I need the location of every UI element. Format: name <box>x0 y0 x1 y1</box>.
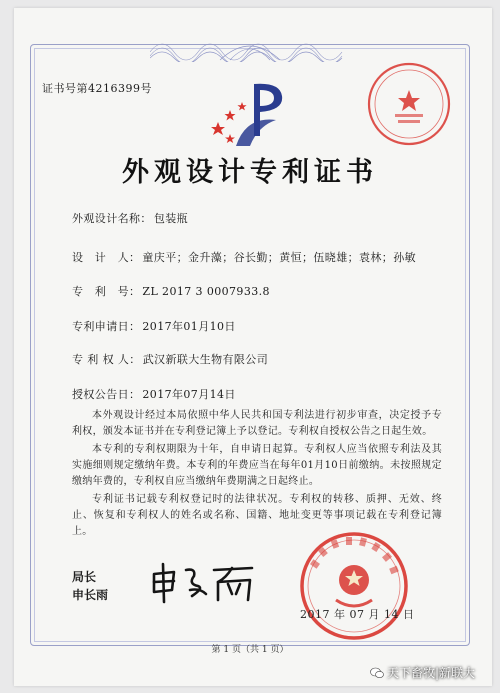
handwritten-signature <box>148 560 258 604</box>
official-seal <box>298 530 410 642</box>
certificate-title: 外观设计专利证书 <box>122 157 378 188</box>
field-label: 专 利 号： <box>72 285 141 298</box>
field-value: 2017年01月10日 <box>142 320 236 333</box>
field-value: ZL 2017 3 0007933.8 <box>142 285 270 298</box>
body-paragraph: 本专利的专利权期限为十年，自申请日起算。专利权人应当依照专利法及其实施细则规定缴纳年费。本专利的年费应当在每年01月10日前缴纳。未按照规定缴纳年费的，专利权自应当缴纳年费期满之日起终止。 <box>72 444 442 487</box>
body-paragraph: 本外观设计经过本局依照中华人民共和国专利法进行初步审查，决定授予专利权，颁发本证书并在专利登记簿上予以登记。专利权自授权公告之日起生效。 <box>72 410 442 437</box>
field-label: 专利申请日： <box>72 320 141 333</box>
issue-date: 2017 年 07 月 14 日 <box>300 608 415 621</box>
field-design-name <box>72 210 188 226</box>
field-patentee <box>72 351 268 367</box>
page-number: 第 1 页（共 1 页） <box>211 645 289 655</box>
agency-stamp <box>365 60 453 148</box>
patent-office-logo <box>206 76 296 152</box>
wechat-icon <box>370 667 384 679</box>
signatory-title: 局长 <box>72 570 97 584</box>
field-value: 童庆平；金升藻；谷长勤；黄恒；伍晓雄；袁林；孙敏 <box>142 251 417 264</box>
field-grant-date <box>72 386 236 402</box>
certificate-body <box>72 408 442 542</box>
watermark-text: 天下畜牧|新联大 <box>387 666 476 680</box>
field-patent-number <box>72 283 270 299</box>
field-label: 外观设计名称： <box>72 212 152 225</box>
body-paragraph: 专利证书记载专利权登记时的法律状况。专利权的转移、质押、无效、终止、恢复和专利权人的姓名或名称、国籍、地址变更等事项记载在专利登记簿上。 <box>72 494 442 537</box>
field-value: 包装瓶 <box>153 212 189 225</box>
certificate-number: 证书号第4216399号 <box>42 82 152 95</box>
field-label: 授权公告日： <box>72 388 141 401</box>
watermark <box>370 664 475 681</box>
field-value: 2017年07月14日 <box>142 388 236 401</box>
signatory-name: 申长雨 <box>72 588 109 602</box>
field-value: 武汉新联大生物有限公司 <box>142 353 269 366</box>
field-label: 专 利 权 人： <box>72 353 141 366</box>
field-designers <box>72 249 416 265</box>
guilloche-ornament <box>150 36 350 62</box>
field-application-date <box>72 318 236 334</box>
field-label: 设 计 人： <box>72 251 141 264</box>
